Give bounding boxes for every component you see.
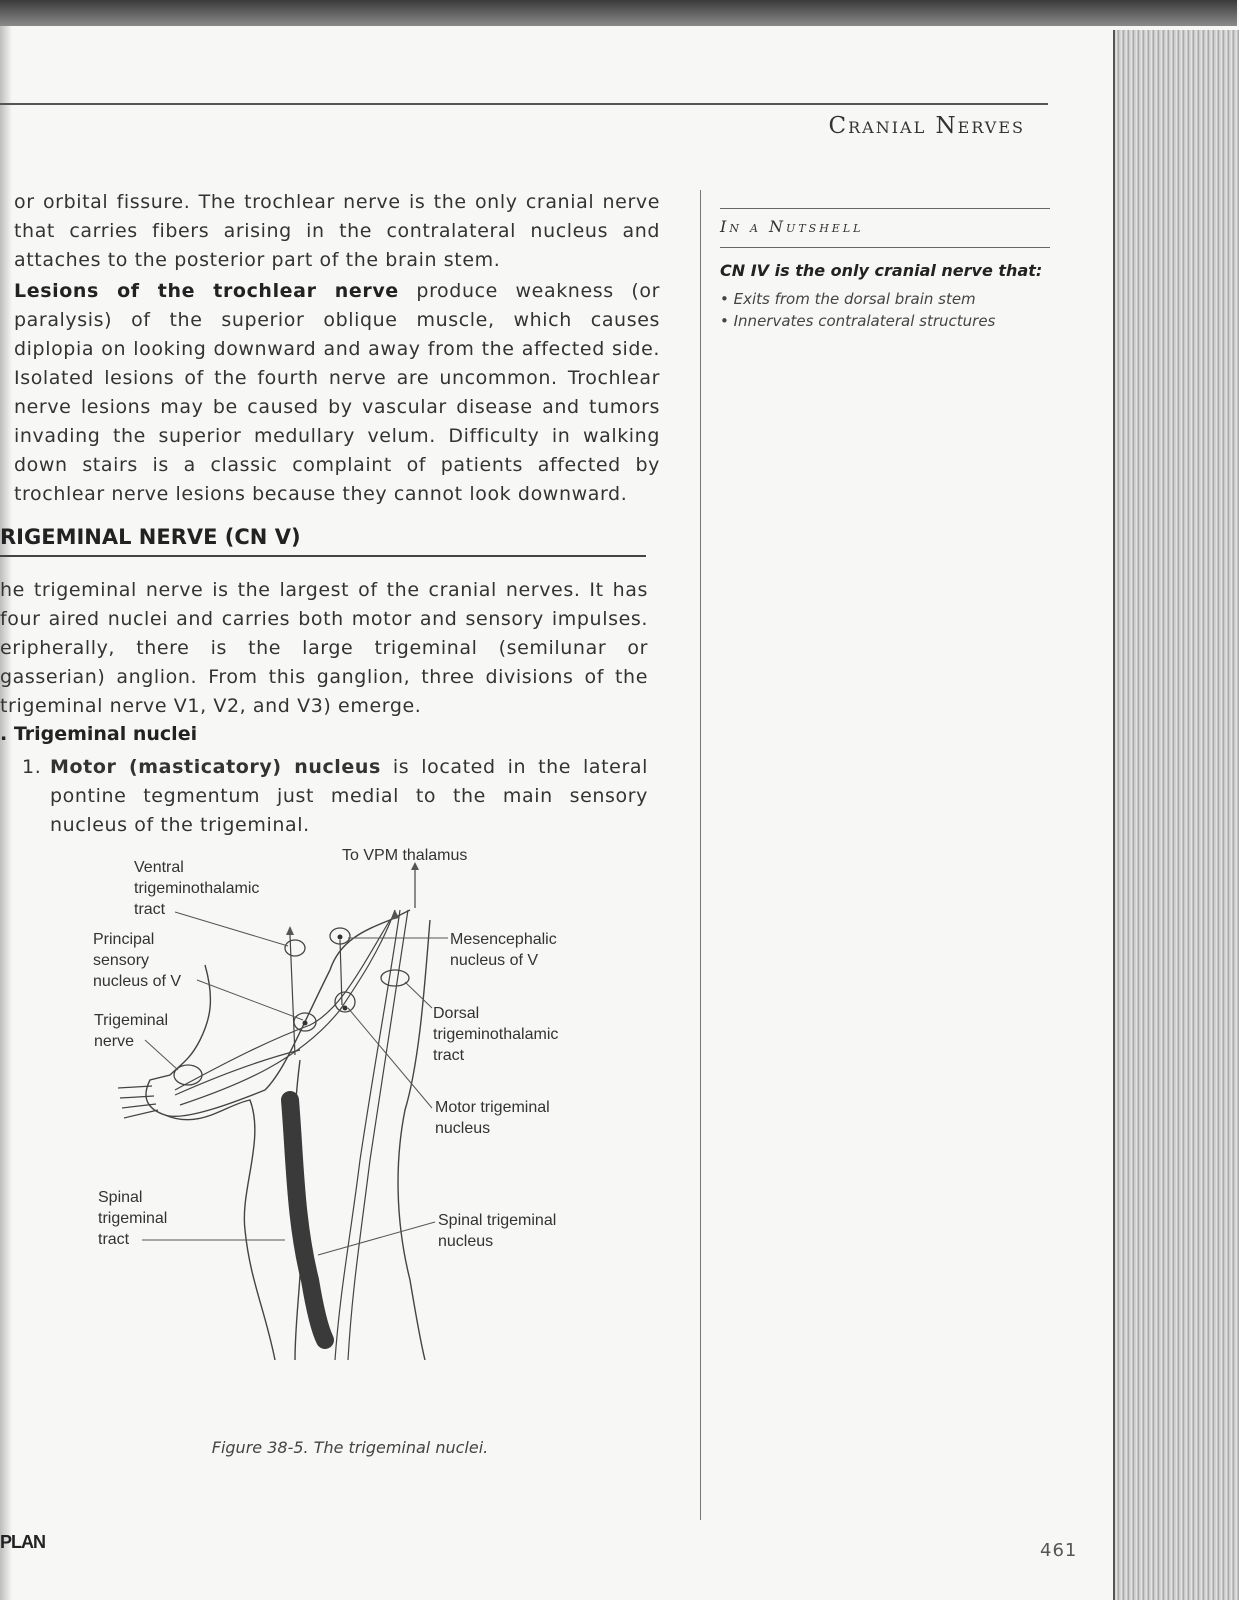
label-spinal-tract-3: tract	[98, 1231, 130, 1248]
paragraph-orbital-fissure: or orbital fissure. The trochlear nerve is the only cranial nerve that carries fibers arising in the contralateral nucleus and attaches to the posterior part of the brain stem.	[14, 191, 660, 271]
page-stack-edge	[1113, 30, 1239, 1600]
list-item-motor-nucleus	[22, 753, 648, 840]
list-item: • Innervates contralateral structures	[720, 310, 995, 332]
label-mesencephalic-1: Mesencephalic	[450, 931, 557, 948]
label-mesencephalic-2: nucleus of V	[450, 952, 539, 969]
paragraph-trochlear-lesions	[14, 277, 660, 509]
label-ventral-3: tract	[134, 901, 166, 918]
trigeminal-nuclei-diagram	[90, 847, 610, 1380]
header-rule	[0, 103, 1048, 105]
label-ventral-2: trigeminothalamic	[134, 880, 260, 897]
trochlear-lesions-term: Lesions of the trochlear nerve	[14, 280, 399, 302]
binding-shadow	[0, 26, 12, 1600]
sidebar-rule-bottom	[720, 247, 1050, 248]
label-motor-1: Motor trigeminal	[435, 1099, 550, 1116]
page-number: 461	[1040, 1540, 1078, 1561]
sidebar-lead: CN IV is the only cranial nerve that:	[720, 261, 1043, 280]
nucleus-ellipses	[174, 928, 409, 1085]
list-number: 1.	[22, 756, 42, 778]
label-spinal-nucleus-1: Spinal trigeminal	[438, 1212, 557, 1229]
label-ventral-1: Ventral	[134, 859, 184, 876]
list-item: • Exits from the dorsal brain stem	[720, 288, 995, 310]
label-vpm: To VPM thalamus	[342, 847, 468, 864]
subheading-trigeminal-nuclei: . Trigeminal nuclei	[0, 723, 198, 745]
label-principal-2: sensory	[93, 952, 150, 969]
label-principal-3: nucleus of V	[93, 973, 182, 990]
figure-caption: Figure 38-5. The trigeminal nuclei.	[211, 1438, 489, 1457]
label-trigeminal-1: Trigeminal	[94, 1012, 169, 1029]
column-divider	[700, 190, 701, 1520]
sidebar-list	[720, 288, 995, 332]
paragraph-trigeminal-intro: he trigeminal nerve is the largest of the cranial nerves. It has four aired nuclei and carries both motor and sensory impulses. eripherally, there is the large trigeminal (semilunar or gasserian) anglion. From this ganglion, three divisions of the trigeminal nerve V1, V2, and V3) emerge.	[0, 579, 648, 717]
label-dorsal-1: Dorsal	[433, 1005, 480, 1022]
motor-nucleus-text: is located in the lateral pontine tegmentum just medial to the main sensory nucleus of the trigeminal.	[50, 756, 649, 836]
label-dorsal-2: trigeminothalamic	[433, 1026, 559, 1043]
sidebar-rule-top	[720, 208, 1050, 209]
scan-top-edge	[0, 0, 1237, 26]
sidebar-title: In a Nutshell	[720, 217, 864, 236]
label-spinal-tract-2: trigeminal	[98, 1210, 168, 1227]
label-spinal-tract-1: Spinal	[98, 1189, 143, 1206]
label-spinal-nucleus-2: nucleus	[438, 1233, 494, 1250]
running-header: Cranial Nerves	[828, 113, 1025, 139]
section-heading: RIGEMINAL NERVE (CN V)	[0, 525, 646, 557]
spinal-trigeminal-nucleus	[290, 1100, 325, 1340]
publisher-logo: PLAN	[0, 1532, 45, 1552]
label-dorsal-3: tract	[433, 1047, 465, 1064]
motor-nucleus-term: Motor (masticatory) nucleus	[50, 756, 381, 778]
label-trigeminal-2: nerve	[94, 1033, 135, 1050]
label-motor-2: nucleus	[435, 1120, 491, 1137]
label-principal-1: Principal	[93, 931, 155, 948]
trochlear-lesions-text: produce weakness (or paralysis) of the superior oblique muscle, which causes diplopia on looking downward and away from the affected side. Isolated lesions of the fourth nerve are uncommon. Trochlear nerve lesions may be caused by vascular disease and tumors invading the superior medullary velum. Difficulty in walking down stairs is a classic complaint of patients affected by trochlear nerve lesions because they cannot look downward.	[14, 280, 660, 505]
arrowheads	[286, 862, 419, 935]
input-arrows	[118, 1086, 158, 1118]
figure-labels	[93, 847, 558, 1250]
